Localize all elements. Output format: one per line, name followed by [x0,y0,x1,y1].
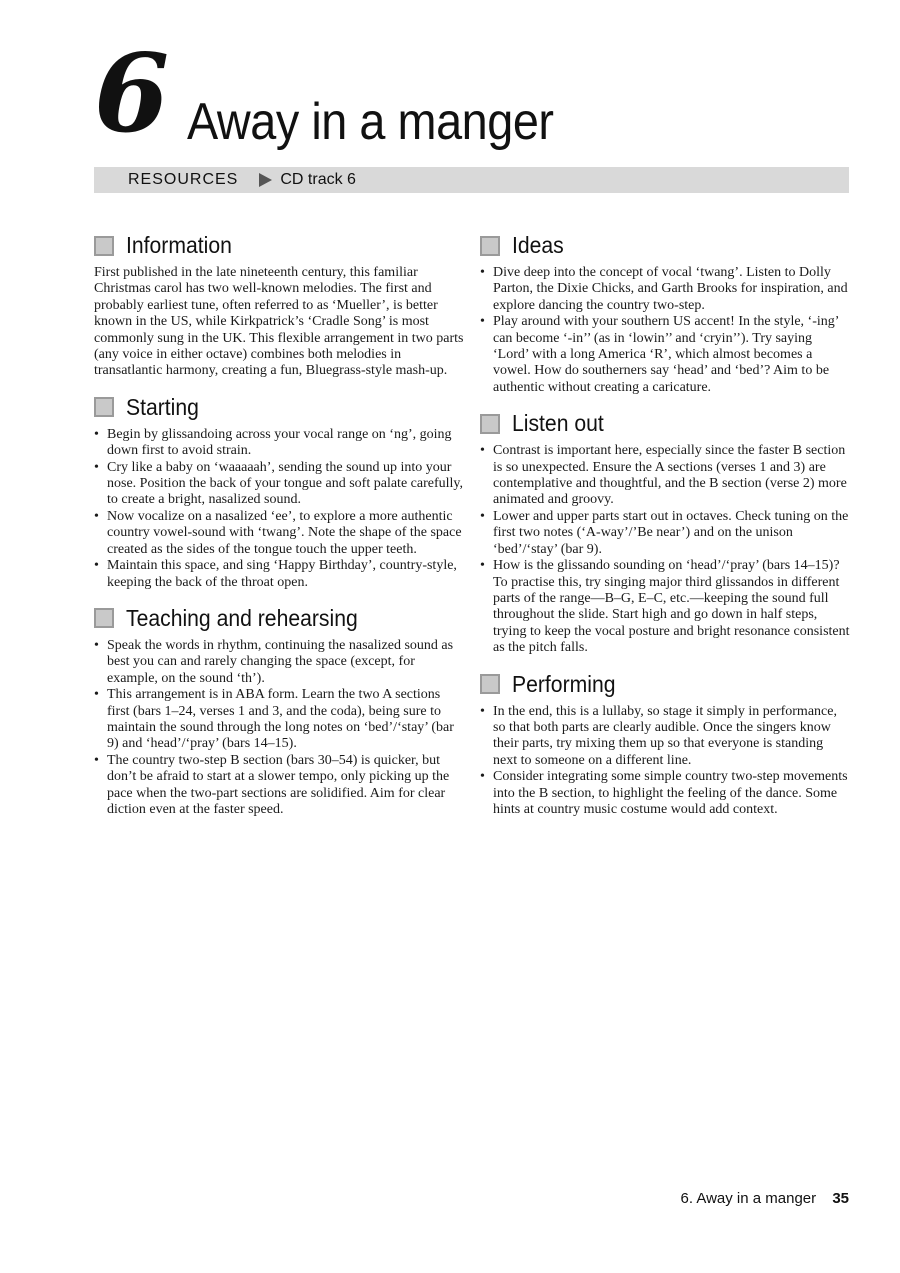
list-item: • Begin by glissandoing across your vocal range on ‘ng’, going down first to avoid strain. [94,427,464,460]
list-item: • Now vocalize on a nasalized ‘ee’, to explore a more authentic country vowel-sound with ‘twang’. Note the shape of the space created as the sides of the tongue touch the upper teeth. [94,509,464,558]
section-square-icon [480,414,500,434]
cd-track-label: CD track 6 [280,171,356,188]
section-square-icon [94,236,114,256]
section-title: Ideas [512,232,564,258]
list-item: • Cry like a baby on ‘waaaaah’, sending the sound up into your nose. Position the back of your tongue and soft palate carefully, to create a bright, nasalized sound. [94,460,464,509]
list-item: • How is the glissando sounding on ‘head’/‘pray’ (bars 14–15)? To practise this, try singing major third glissandos in different parts of the range—B–G, E–C, etc.—keeping the sound full throughout the slide. Start high and go down in half steps, trying to keep the vocal posture and bright resonance consistent as the pitch falls. [480,558,850,656]
section-title: Information [126,232,232,258]
section-title: Performing [512,670,616,697]
starting-list [94,427,464,591]
section-title: Listen out [512,410,604,437]
section-title: Teaching and rehearsing [126,604,358,631]
list-item: • Contrast is important here, especially since the faster B section is so unexpected. Ensure the A sections (verses 1 and 3) are contemplative and thoughtful, and the B section (verse 2) more animated and groovy. [480,443,850,509]
performing-section [480,671,850,819]
page-footer [681,1190,850,1207]
left-column [94,232,464,832]
starting-section [94,394,464,591]
right-column [480,232,850,832]
information-section [94,232,464,380]
performing-list [480,704,850,819]
ideas-section [480,232,850,396]
listen-out-list [480,443,850,656]
running-title: 6. Away in a manger [680,1190,817,1207]
teaching-section [94,605,464,818]
play-icon [259,173,272,187]
resources-bar [94,167,849,193]
listen-out-section [480,410,850,656]
list-item: • Consider integrating some simple country two-step movements into the B section, to highlight the feeling of the dance. Some hints at country music costume would add context. [480,769,850,818]
section-square-icon [94,608,114,628]
section-title: Starting [126,393,199,420]
list-item: • This arrangement is in ABA form. Learn the two A sections first (bars 1–24, verses 1 and 3, and the coda), being sure to maintain the sound through the long notes on ‘bed’/‘stay’ (bar 9) and ‘head’/‘pray’ (bars 14–15). [94,687,464,753]
information-text: First published in the late nineteenth century, this familiar Christmas carol has two well-known melodies. The first and probably earliest tune, often referred to as ‘Mueller’, is better known in the US, while Kirkpatrick’s ‘Cradle Song’ is most commonly sung in the UK. This flexible arrangement in two parts (any voice in either octave) combines both melodies in transatlantic harmony, creating a fun, Bluegrass-style mash-up. [94,265,464,379]
section-square-icon [480,236,500,256]
chapter-title: Away in a manger [187,93,554,151]
teaching-list [94,638,464,818]
page-number: 35 [832,1190,849,1207]
section-square-icon [94,397,114,417]
ideas-list [480,265,850,396]
list-item: • Maintain this space, and sing ‘Happy Birthday’, country-style, keeping the back of the throat open. [94,558,464,591]
list-item: • Play around with your southern US accent! In the style, ‘-ing’ can become ‘-in’’ (as in ‘lowin’’ and ‘cryin’’). Try saying ‘Lord’ with a long America ‘R’, which almost becomes a vowel. How do southerners say ‘head’ and ‘bed’? Aim to be authentic without creating a caricature. [480,314,850,396]
list-item: • The country two-step B section (bars 30–54) is quicker, but don’t be afraid to start at a slower tempo, only picking up the pace when the two-part sections are solidified. Aim for clear diction even at the faster speed. [94,753,464,819]
resources-label: RESOURCES [128,171,239,188]
list-item: • Lower and upper parts start out in octaves. Check tuning on the first two notes (‘A-way’/’Be near’) and on the unison ‘bed’/‘stay’ (bar 9). [480,509,850,558]
section-square-icon [480,674,500,694]
list-item: • Dive deep into the concept of vocal ‘twang’. Listen to Dolly Parton, the Dixie Chicks, and Garth Brooks for inspiration, and explore dancing the country two-step. [480,265,850,314]
list-item: • In the end, this is a lullaby, so stage it simply in performance, so that both parts are clearly audible. Once the singers know their parts, try mixing them up so that everyone is standing next to someone on a different line. [480,704,850,770]
chapter-number: 6 [94,31,170,157]
list-item: • Speak the words in rhythm, continuing the nasalized sound as best you can and rarely changing the space (except, for example, on the sound ‘th’). [94,638,464,687]
